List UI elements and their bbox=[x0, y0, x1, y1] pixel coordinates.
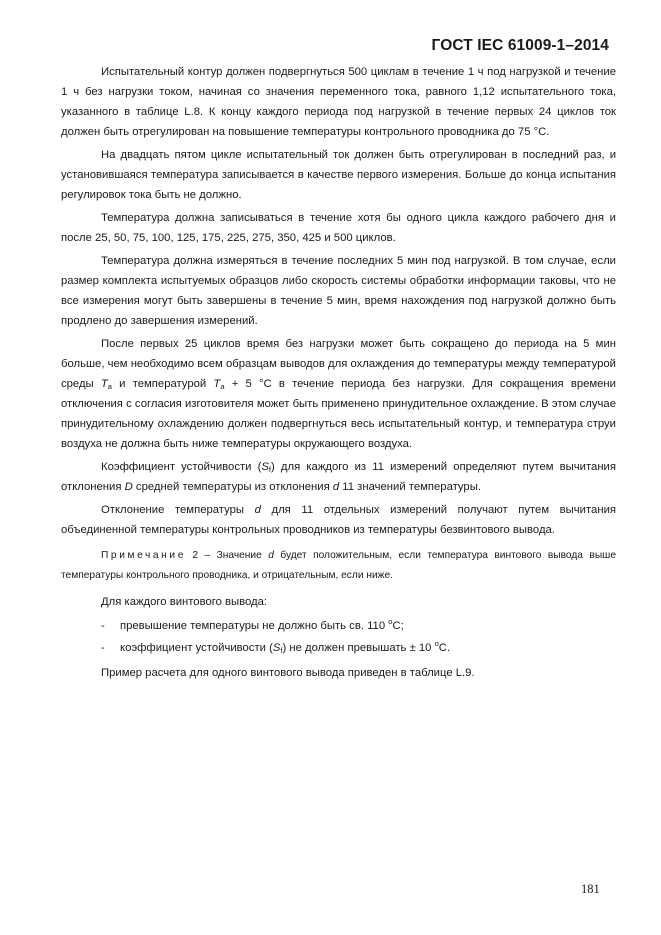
stability-factor-symbol: S bbox=[261, 461, 269, 473]
ambient-temp-symbol: T bbox=[100, 378, 108, 390]
deviation-symbol: D bbox=[124, 481, 133, 493]
paragraph-cooling: После первых 25 циклов время без нагрузки может быть сокращено до периода на 5 мин больше, чем необходимо всем образцам выводов для охлаждения до температуры между температурой среды $T_a$ и температурой $T_a + 5$ °C в течение периода без нагрузки. Для сокращения времени отключения с согласия изготовителя может быть применено принудительное охлаждение. В этом случае принудительному охлаждению должен подвергнуться весь испытательный контур, и температура струи воздуха не должна быть ниже температуры окружающего воздуха. bbox=[61, 338, 616, 450]
page-number: 181 bbox=[581, 882, 600, 896]
list-dash: - bbox=[101, 642, 105, 654]
paragraph-twenty-fifth-cycle: На двадцать пятом цикле испытательный ток должен быть отрегулирован в последний раз, и установившаяся температура записывается в качестве первого измерения. Больше до конца испытания регулировок тока быть не должно. bbox=[61, 149, 616, 201]
paragraph-stability-factor: Коэффициент устойчивости $(S_f)$ для каждого из 11 измерений определяют путем вычитания отклонения D средней температуры из отклонения d 11 значений температуры. bbox=[61, 461, 616, 493]
list-item: - коэффициент устойчивости $(S_f)$ не должен превышать ± 10 $^о$С. bbox=[61, 637, 616, 659]
list-dash: - bbox=[101, 620, 105, 632]
screw-terminal-intro: Для каждого винтового вывода: bbox=[101, 596, 268, 608]
paragraph-measurement-time: Температура должна измеряться в течение последних 5 мин под нагрузкой. В том случае, если размер комплекта испытуемых образцов либо скорость системы обработки информации таковы, что не все измерения могут быть завершены в течение 5 мин, время нахождения под нагрузкой должно быть продлено до завершения измерений. bbox=[61, 255, 616, 327]
paragraph-temperature-deviation: Отклонение температуры d для 11 отдельных измерений получают путем вычитания объединенной температуры контрольных проводников из температуры безвинтового вывода. bbox=[61, 504, 616, 536]
note-label: Примечание bbox=[101, 550, 186, 561]
deviation-symbol: d bbox=[254, 504, 261, 516]
paragraph-test-circuit: Испытательный контур должен подвергнуться 500 циклам в течение 1 ч под нагрузкой и течение 1 ч без нагрузки током, начиная со значения переменного тока, равного 1,12 испытательного тока, указанного в таблице L.8. К концу каждого периода под нагрузкой в течение первых 24 циклов ток должен быть отрегулирован на повышение температуры контрольного проводника до 75 °C. bbox=[61, 66, 616, 138]
paragraph-temperature-recording: Температура должна записываться в течение хотя бы одного цикла каждого рабочего дня и после 25, 50, 75, 100, 125, 175, 225, 275, 350, 425 и 500 циклов. bbox=[61, 212, 616, 244]
stability-factor-symbol: S bbox=[272, 642, 281, 654]
deviation-symbol: d bbox=[268, 550, 274, 561]
page-body bbox=[61, 62, 616, 683]
example-reference: Пример расчета для одного винтового вывода приведен в таблице L.9. bbox=[101, 667, 475, 679]
deviation-symbol: d bbox=[332, 481, 340, 493]
document-header: ГОСТ IEC 61009-1–2014 bbox=[431, 37, 609, 54]
list-item: - превышение температуры не должно быть св. 110 $^о$С; bbox=[61, 615, 616, 637]
note-2: Примечание 2 – Значение d будет положительным, если температура винтового вывода выше температуры контрольного проводника, и отрицательным, если ниже. bbox=[61, 550, 616, 581]
screw-terminal-requirements bbox=[61, 615, 616, 659]
ambient-temp-symbol: T bbox=[213, 378, 221, 390]
